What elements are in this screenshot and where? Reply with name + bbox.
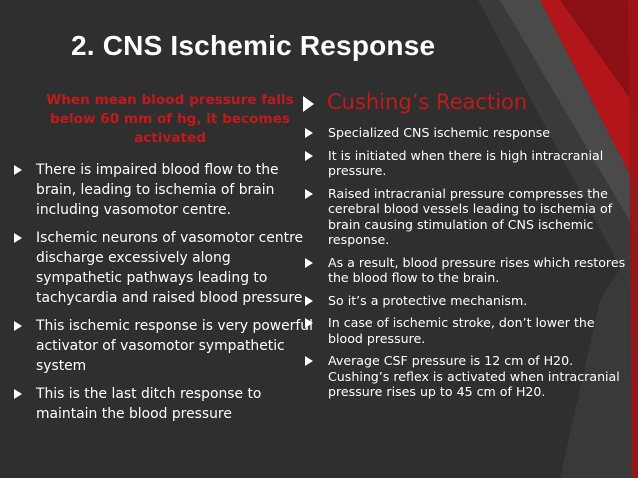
bullet-arrow-icon: [305, 318, 313, 328]
bullet-text: So it’s a protective mechanism.: [328, 292, 528, 308]
list-item: [305, 315, 630, 346]
list-item: [14, 228, 314, 308]
bullet-text: Ischemic neurons of vasomotor centre discharge excessively along sympathetic pathways leading to tachycardia and raised blood pressure: [36, 230, 304, 306]
bullet-arrow-icon: [14, 321, 22, 331]
list-item: [14, 316, 314, 376]
right-bullet-list: [305, 125, 630, 407]
right-heading-text: Cushing’s Reaction: [327, 90, 528, 114]
list-item: [14, 384, 314, 424]
bullet-arrow-icon: [14, 389, 22, 399]
bullet-arrow-icon: [14, 165, 22, 175]
bullet-arrow-icon: [305, 356, 313, 366]
bullet-arrow-icon: [303, 96, 314, 112]
list-item: [305, 148, 630, 179]
bullet-text: Specialized CNS ischemic response: [328, 125, 551, 140]
bullet-arrow-icon: [305, 296, 313, 306]
list-item: [305, 293, 630, 309]
bullet-text: Raised intracranial pressure compresses the cerebral blood vessels leading to ischemia of brain causing stimulation of CNS ischemic response.: [328, 185, 613, 247]
list-item: [305, 186, 630, 248]
slide-title: 2. CNS Ischemic Response: [71, 30, 436, 61]
left-intro-text: When mean blood pressure falls below 60 mm of hg, it becomes activated: [46, 92, 294, 146]
bullet-text: It is initiated when there is high intracranial pressure.: [328, 147, 604, 178]
bullet-arrow-icon: [305, 128, 313, 138]
bullet-arrow-icon: [305, 258, 313, 268]
list-item: [305, 353, 630, 400]
list-item: [305, 125, 630, 141]
left-bullet-list: [14, 160, 314, 432]
bullet-arrow-icon: [14, 233, 22, 243]
bullet-text: Average CSF pressure is 12 cm of H20. Cushing’s reflex is activated when intracranial pressure rises up to 45 cm of H20.: [328, 353, 620, 399]
list-item: [14, 160, 314, 220]
bullet-text: As a result, blood pressure rises which restores the blood flow to the brain.: [328, 254, 626, 285]
list-item: [305, 255, 630, 286]
bullet-arrow-icon: [305, 151, 313, 161]
right-heading: [303, 88, 527, 116]
bullet-text: This ischemic response is very powerful activator of vasomotor sympathetic system: [36, 318, 313, 374]
bullet-text: In case of ischemic stroke, don’t lower the blood pressure.: [328, 315, 595, 346]
bullet-text: There is impaired blood flow to the brain, leading to ischemia of brain including vasomotor centre.: [36, 162, 279, 218]
bullet-arrow-icon: [305, 189, 313, 199]
bullet-text: This is the last ditch response to maintain the blood pressure: [36, 386, 262, 422]
